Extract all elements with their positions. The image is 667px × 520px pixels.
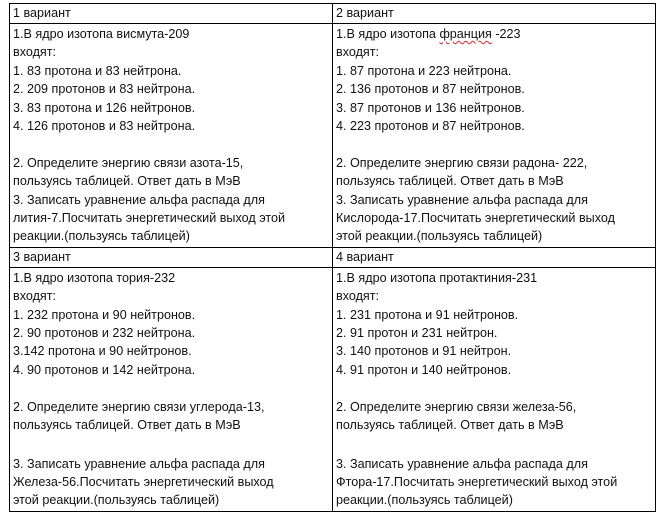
- option-4: 4. 91 протон и 140 нейтронов.: [336, 362, 512, 377]
- spacer: [336, 435, 653, 455]
- spellcheck-word: франция: [439, 27, 492, 41]
- variant-2-cell: [333, 24, 656, 248]
- variant-3-title: 3 вариант: [10, 247, 333, 267]
- option-1: 1. 83 протона и 83 нейтрона.: [13, 63, 182, 78]
- question-3-line-3: этой реакции.(пользуясь таблицей): [336, 229, 543, 244]
- question-2-line-2: пользуясь таблицей. Ответ дать в МэВ: [13, 174, 241, 189]
- spacer: [13, 135, 330, 153]
- question-3-line-3: реакции.(пользуясь таблицей): [336, 493, 513, 508]
- option-4: 4. 126 протонов и 83 нейтрона.: [13, 119, 196, 134]
- variant-1-cell: [10, 24, 333, 248]
- variant-1-title: 1 вариант: [10, 4, 333, 24]
- option-1: 1. 231 протона и 91 нейтронов.: [336, 307, 519, 322]
- question-2-line-1: 2. Определите энергию связи азота-15,: [13, 155, 244, 170]
- option-2: 2. 136 протонов и 87 нейтронов.: [336, 82, 525, 97]
- option-3: 3. 140 протонов и 91 нейтрон.: [336, 344, 512, 359]
- variants-table: [9, 3, 656, 512]
- question-1-intro: входят:: [336, 45, 380, 60]
- variant-4-title: 4 вариант: [333, 247, 656, 267]
- option-2: 2. 90 протонов и 232 нейтрона.: [13, 326, 196, 341]
- question-3-line-3: этой реакции.(пользуясь таблицей): [13, 493, 220, 508]
- question-2-line-2: пользуясь таблицей. Ответ дать в МэВ: [13, 418, 241, 433]
- question-2-line-2: пользуясь таблицей. Ответ дать в МэВ: [336, 174, 564, 189]
- option-3: 3. 83 протона и 126 нейтронов.: [13, 100, 196, 115]
- content-row-1: [10, 24, 656, 248]
- question-1-title: 1.В ядро изотопа протактиния-231: [336, 270, 538, 285]
- spacer: [336, 135, 653, 153]
- spacer: [336, 379, 653, 397]
- spacer: [13, 379, 330, 397]
- option-4: 4. 223 протонов и 87 нейтронов.: [336, 119, 525, 134]
- question-3-line-2: лития-7.Посчитать энергетический выход этой: [13, 211, 286, 226]
- question-3-line-2: Кислорода-17.Посчитать энергетический выход: [336, 211, 615, 226]
- question-1-title: 1.В ядро изотопа висмута-209: [13, 27, 190, 41]
- option-1: 1. 232 протона и 90 нейтронов.: [13, 307, 196, 322]
- question-3-line-2: Фтора-17.Посчитать энергетический выход этой: [336, 474, 618, 489]
- option-3: 3.142 протона и 90 нейтронов.: [13, 344, 192, 359]
- question-1-title: 1.В ядро изотопа франция -223: [336, 27, 521, 41]
- question-1-title: 1.В ядро изотопа тория-232: [13, 270, 176, 285]
- question-2-line-1: 2. Определите энергию связи углерода-13,: [13, 399, 265, 414]
- question-3-line-1: 3. Записать уравнение альфа распада для: [13, 456, 265, 471]
- question-2-line-1: 2. Определите энергию связи радона- 222,: [336, 155, 588, 170]
- variant-4-cell: [333, 267, 656, 511]
- question-3-line-1: 3. Записать уравнение альфа распада для: [336, 192, 588, 207]
- option-2: 2. 91 протон и 231 нейтрон.: [336, 326, 498, 341]
- option-2: 2. 209 протонов и 83 нейтрона.: [13, 82, 196, 97]
- header-row-1: [10, 4, 656, 24]
- question-3-line-2: Железа-56.Посчитать энергетический выход: [13, 474, 274, 489]
- question-3-line-1: 3. Записать уравнение альфа распада для: [13, 192, 265, 207]
- question-2-line-2: пользуясь таблицей. Ответ дать в МэВ: [336, 418, 564, 433]
- question-1-intro: входят:: [336, 289, 380, 304]
- variant-2-title: 2 вариант: [333, 4, 656, 24]
- question-2-line-1: 2. Определите энергию связи железа-56,: [336, 399, 577, 414]
- option-1: 1. 87 протона и 223 нейтрона.: [336, 63, 512, 78]
- question-1-intro: входят:: [13, 289, 57, 304]
- spacer: [13, 435, 330, 455]
- header-row-2: [10, 247, 656, 267]
- question-3-line-3: реакции.(пользуясь таблицей): [13, 229, 190, 244]
- question-3-line-1: 3. Записать уравнение альфа распада для: [336, 456, 588, 471]
- variant-3-cell: [10, 267, 333, 511]
- option-3: 3. 87 протонов и 136 нейтронов.: [336, 100, 525, 115]
- option-4: 4. 90 протонов и 142 нейтрона.: [13, 362, 196, 377]
- question-1-intro: входят:: [13, 45, 57, 60]
- content-row-2: [10, 267, 656, 511]
